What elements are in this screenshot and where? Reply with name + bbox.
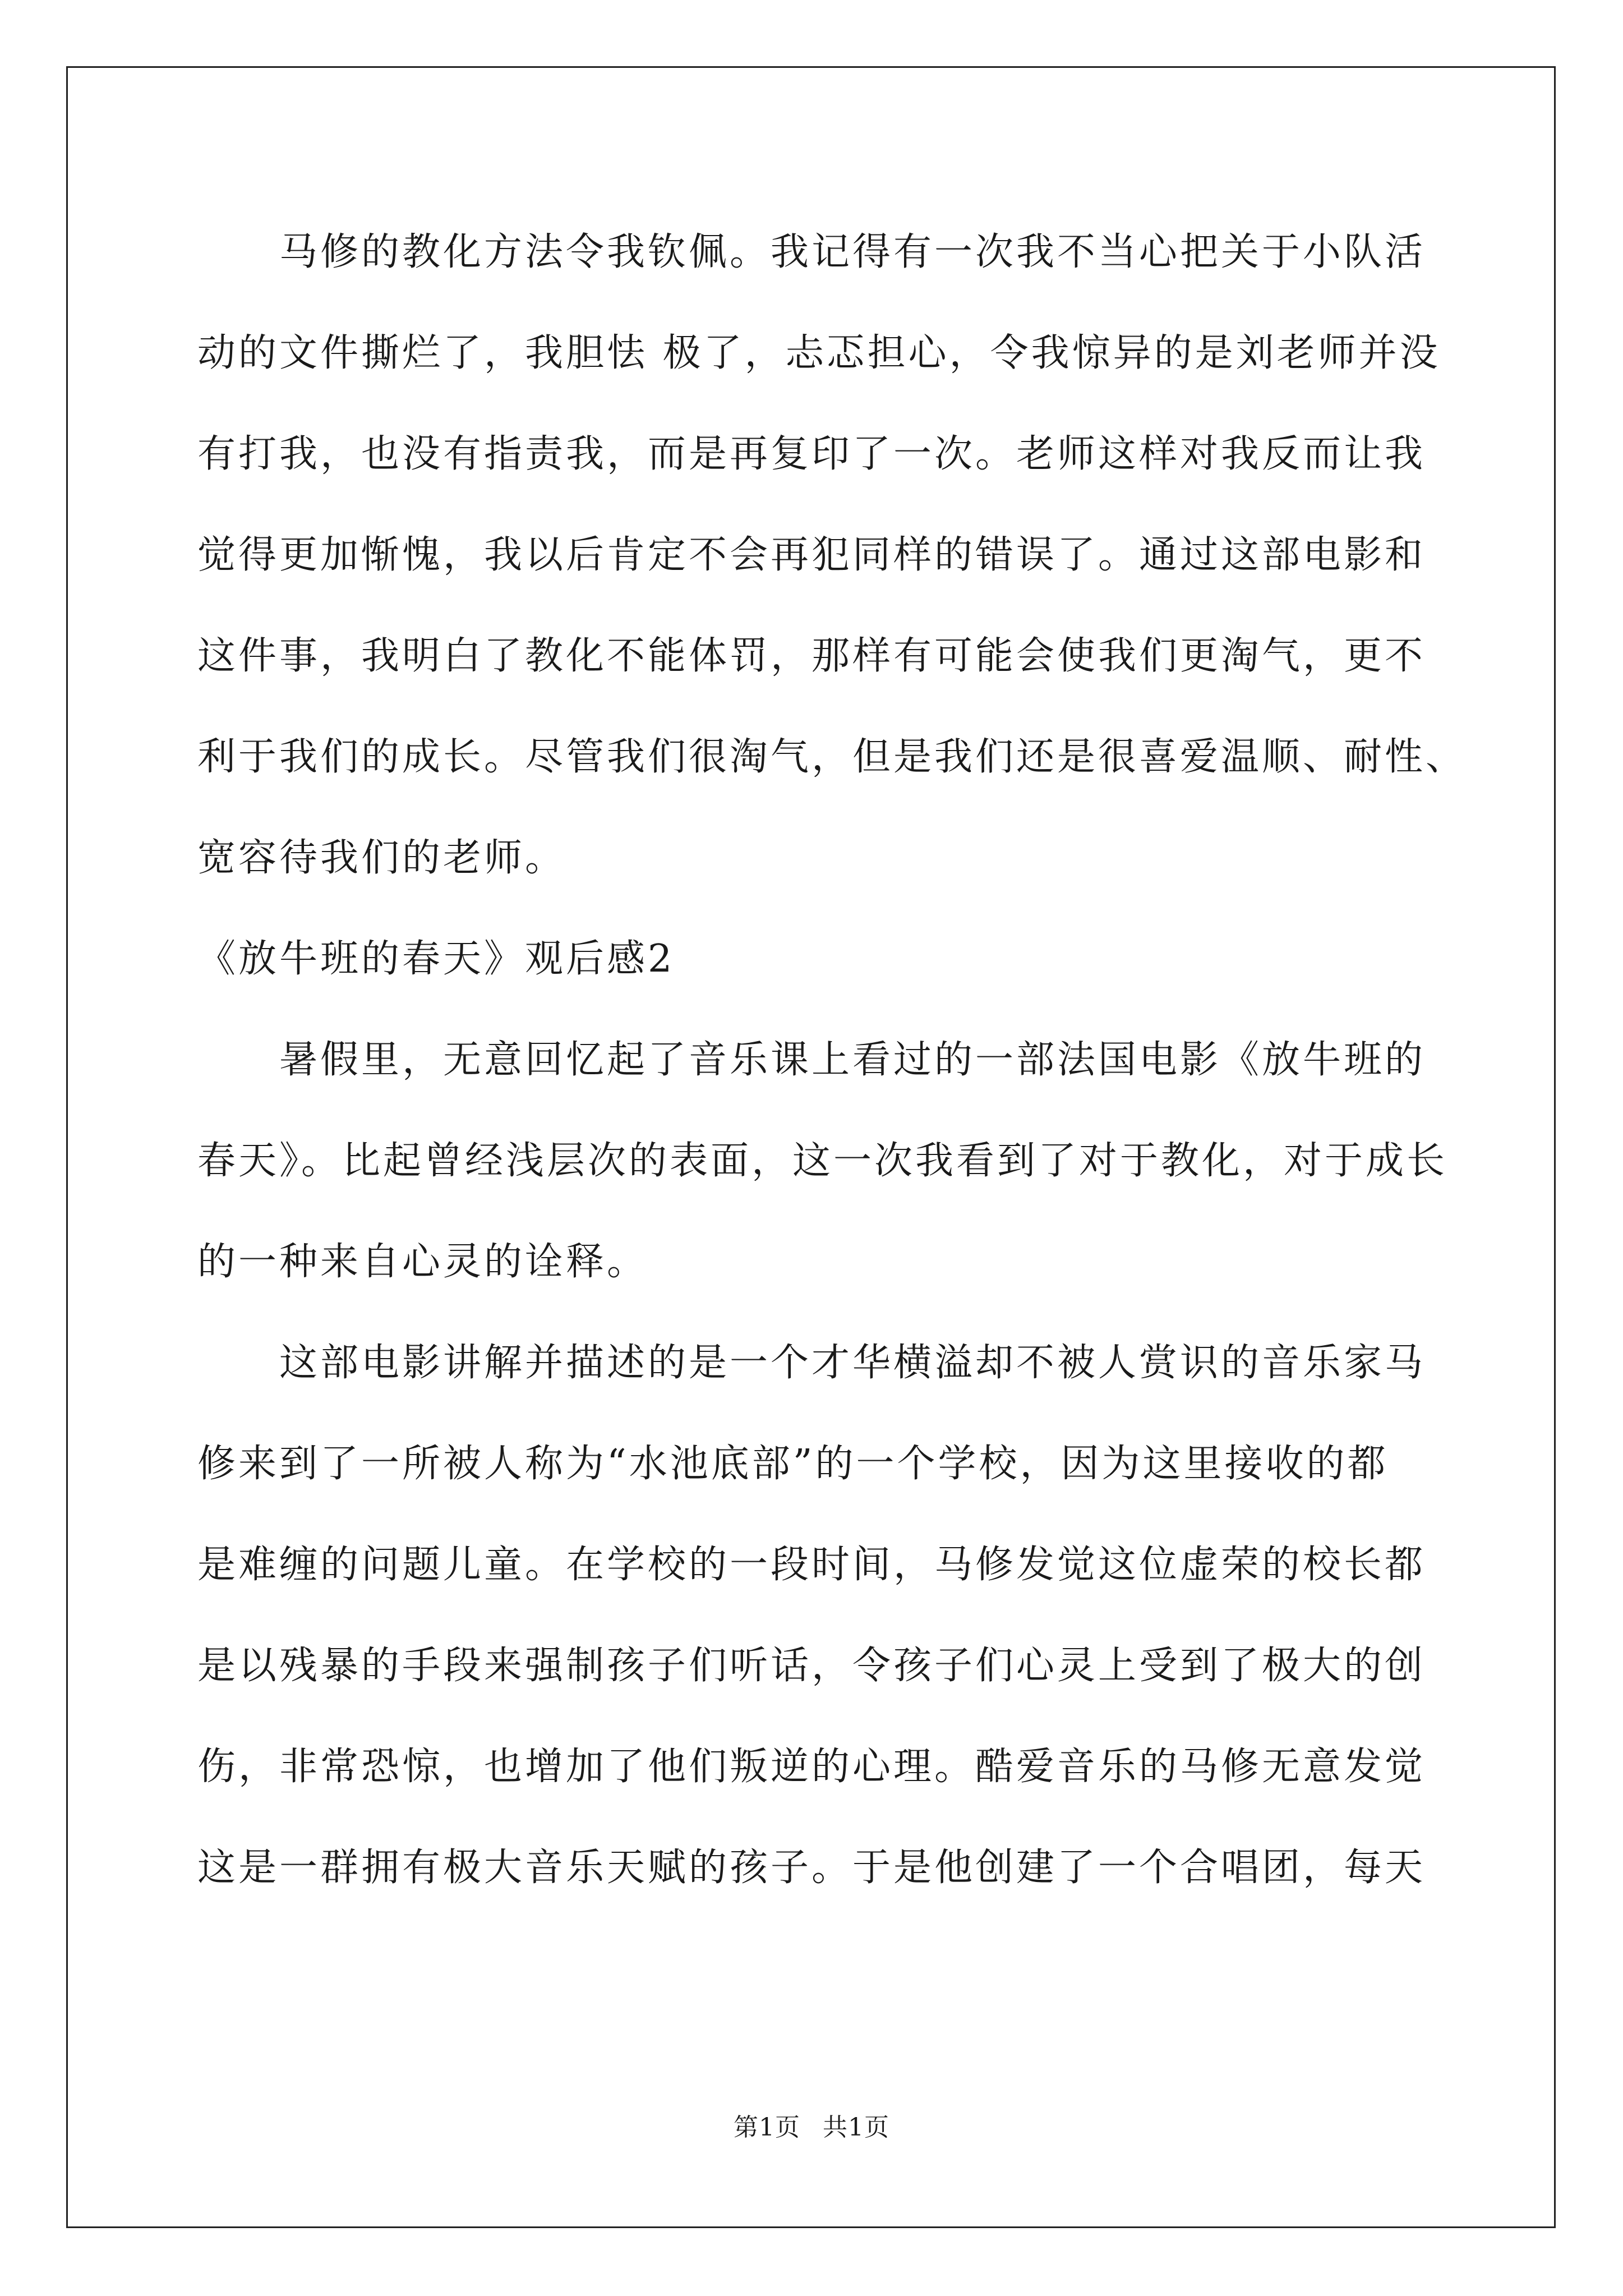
paragraph-line: 是以残暴的手段来强制孩子们听话，令孩子们心灵上受到了极大的创 <box>197 1644 1426 1688</box>
paragraph-line: 暑假里，无意回忆起了音乐课上看过的一部法国电影《放牛班的 <box>279 1038 1426 1082</box>
page-total: 共1页 <box>823 2113 889 2142</box>
paragraph-line: 这部电影讲解并描述的是一个才华横溢却不被人赏识的音乐家马 <box>279 1341 1426 1385</box>
paragraph-line: 有打我，也没有指责我，而是再复印了一次。老师这样对我反而让我 <box>197 432 1426 476</box>
paragraph-line: 是难缠的问题儿童。在学校的一段时间，马修发觉这位虚荣的校长都 <box>197 1543 1426 1587</box>
paragraph-line: 春天》。比起曾经浅层次的表面，这一次我看到了对于教化，对于成长 <box>197 1139 1448 1183</box>
paragraph-line: 马修的教化方法令我钦佩。我记得有一次我不当心把关于小队活 <box>279 230 1426 274</box>
page-footer <box>0 2107 1623 2143</box>
paragraph-line: 的一种来自心灵的诠释。 <box>197 1240 648 1284</box>
paragraph-line: 利于我们的成长。尽管我们很淘气，但是我们还是很喜爱温顺、耐性、 <box>197 735 1467 779</box>
paragraph-line: 这件事，我明白了教化不能体罚，那样有可能会使我们更淘气，更不 <box>197 634 1426 678</box>
paragraph-line: 动的文件撕烂了，我胆怯 极了，忐忑担心，令我惊异的是刘老师并没 <box>197 331 1441 375</box>
paragraph-line: 宽容待我们的老师。 <box>197 836 566 880</box>
paragraph-line: 觉得更加惭愧，我以后肯定不会再犯同样的错误了。通过这部电影和 <box>197 533 1426 577</box>
paragraph-line: 这是一群拥有极大音乐天赋的孩子。于是他创建了一个合唱团，每天 <box>197 1846 1426 1890</box>
paragraph-line: 伤，非常恐惊，也增加了他们叛逆的心理。酷爱音乐的马修无意发觉 <box>197 1745 1426 1789</box>
paragraph-line: 修来到了一所被人称为“水池底部”的一个学校，因为这里接收的都 <box>197 1442 1389 1486</box>
section-heading: 《放牛班的春天》观后感2 <box>197 937 675 981</box>
page-number: 第1页 <box>734 2113 800 2142</box>
body-text <box>197 202 1467 1918</box>
